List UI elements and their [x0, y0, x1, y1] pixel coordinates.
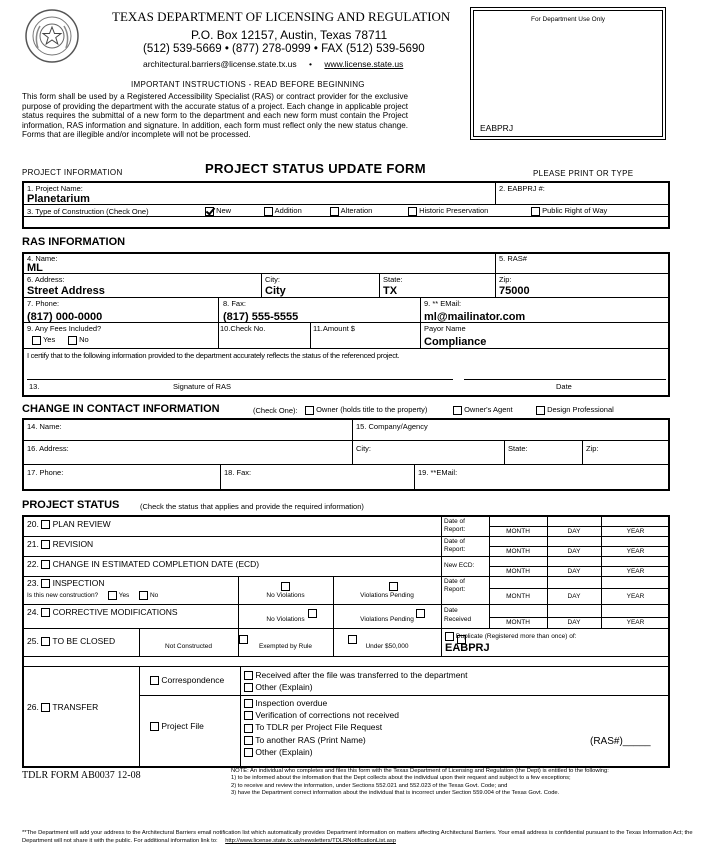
day-label: DAY [567, 548, 581, 555]
fees-no-label: No [79, 335, 89, 344]
new-construction-question: Is this new construction? [27, 592, 99, 600]
revision-checkbox[interactable] [41, 540, 50, 549]
privacy-note-item: 2) to receive and review the information, under Sections 552.021 and 552.023 of the Texas Govt. Code; and [231, 782, 508, 789]
correspondence-label: Correspondence [161, 675, 225, 685]
construction-addition-checkbox[interactable] [264, 207, 273, 216]
form-title: PROJECT STATUS UPDATE FORM [205, 161, 426, 176]
section-project-information: PROJECT INFORMATION [22, 168, 123, 177]
plan-review-number: 20. [27, 519, 39, 529]
department-use-box [470, 7, 666, 140]
revision-row[interactable] [27, 540, 93, 549]
ras-name-label: 4. Name: [27, 254, 58, 263]
correspondence-suboption-label: Other (Explain) [255, 682, 313, 692]
corrective-violations-pending-label: Violations Pending [360, 616, 414, 623]
email-notice-text: **The Department will add your address to the Architectural Barriers email notification list which automatically provides Department information on matters affecting Architectural Barriers. Your email address is confidential pursuant to the Texas Information Act; the Department will not share it with the public. For additional information link to: [22, 830, 693, 844]
duplicate-option[interactable] [445, 632, 577, 641]
ras-email-field[interactable]: ml@mailinator.com [424, 311, 526, 323]
year-label: YEAR [626, 528, 645, 535]
contact-city-label[interactable]: City: [356, 444, 371, 453]
year-label: YEAR [626, 619, 645, 626]
contact-design-professional-checkbox[interactable] [536, 406, 545, 415]
construction-new-checkbox[interactable] [205, 207, 214, 216]
duplicate-eabprj-value: EABPRJ [445, 642, 490, 654]
instructions-title: IMPORTANT INSTRUCTIONS - READ BEFORE BEGINNING [131, 80, 365, 89]
construction-addition-option[interactable] [264, 206, 302, 216]
agency-address: P.O. Box 12157, Austin, Texas 78711 [191, 28, 388, 42]
section-ras-information: RAS INFORMATION [22, 236, 126, 248]
corrective-modifications-checkbox[interactable] [41, 608, 50, 617]
correspondence-suboption-label: Received after the file was transferred to the department [255, 670, 468, 680]
email-notice [22, 829, 702, 845]
project-file-suboption[interactable] [244, 746, 399, 758]
project-file-option[interactable] [150, 722, 204, 731]
ras-zip-label: Zip: [499, 275, 512, 284]
ras-email-label: 9. ** EMail: [424, 299, 462, 308]
ras-address-label: 6. Address: [27, 275, 65, 284]
fees-included-label: 9. Any Fees Included? [27, 324, 102, 333]
section-change-in-contact: CHANGE IN CONTACT INFORMATION [22, 403, 220, 415]
corrective-modifications-label: CORRECTIVE MODIFICATIONS [52, 607, 178, 617]
ras-state-field[interactable]: TX [383, 285, 398, 297]
month-label: MONTH [506, 568, 530, 575]
agency-phones: (512) 539-5669 • (877) 278-0999 • FAX (512) 539-5690 [143, 43, 425, 55]
ras-name-field[interactable]: ML [27, 262, 43, 274]
notification-list-link[interactable]: http://www.license.state.tx.us/newsletters/TDLRNotificationList.asp [225, 838, 396, 844]
signature-line[interactable] [27, 379, 453, 380]
ecd-change-checkbox[interactable] [41, 560, 50, 569]
construction-alteration-checkbox[interactable] [330, 207, 339, 216]
contact-design-professional-label: Design Professional [547, 405, 614, 414]
privacy-note-item: 1) to be informed about the information that the Dept collects about the individual upon their request and subject to a few exceptions; [231, 775, 571, 782]
ras-city-label: City: [265, 275, 280, 284]
new-construction-question-row [27, 591, 158, 600]
construction-alteration-option[interactable] [330, 206, 372, 216]
date-line[interactable] [464, 379, 666, 380]
to-be-closed-label: TO BE CLOSED [52, 636, 116, 646]
new-construction-yes-label: Yes [118, 592, 130, 600]
plan-review-date-label: Date of Report: [444, 518, 466, 533]
to-be-closed-checkbox[interactable] [41, 637, 50, 646]
contact-owner-option[interactable] [305, 405, 427, 415]
inspection-violations-pending-checkbox[interactable] [389, 582, 398, 591]
month-label: MONTH [506, 548, 530, 555]
construction-historic-option[interactable] [408, 206, 488, 216]
project-file-checkbox[interactable] [150, 722, 159, 731]
date-label: Date [556, 382, 572, 391]
construction-new-label: New [216, 206, 232, 215]
duplicate-checkbox[interactable] [445, 632, 454, 641]
construction-new-option[interactable] [205, 206, 231, 216]
payor-name-label: Payor Name [424, 324, 466, 333]
construction-public-row-option[interactable] [531, 206, 607, 216]
inspection-number: 23. [27, 578, 39, 588]
not-constructed-label: Not Constructed [165, 643, 212, 650]
contact-owner-checkbox[interactable] [305, 406, 314, 415]
plan-review-row[interactable] [27, 520, 111, 529]
transfer-ras-number-field[interactable]: (RAS#)_____ [590, 736, 651, 747]
transfer-checkbox[interactable] [41, 703, 50, 712]
project-file-suboption-label: Verification of corrections not received [255, 710, 400, 721]
state-seal-icon [24, 8, 80, 64]
contact-zip-label[interactable]: Zip: [586, 444, 599, 453]
inspection-checkbox[interactable] [41, 579, 50, 588]
ecd-change-label: CHANGE IN ESTIMATED COMPLETION DATE (ECD) [52, 559, 260, 569]
project-file-label: Project File [161, 721, 204, 731]
project-name-field[interactable]: Planetarium [27, 193, 90, 205]
inspection-row[interactable] [27, 579, 105, 588]
agency-website-link[interactable]: www.license.state.us [324, 59, 404, 69]
privacy-note-intro: NOTE: An individual who completes and files this form with the Texas Department of Licensing and Regulation (the Dept) is entitled to the following: [231, 768, 609, 774]
agency-email: architectural.barriers@license.state.tx.us [143, 59, 297, 69]
contact-email-label[interactable]: 19. **EMail: [418, 468, 458, 477]
new-ecd-label: New ECD: [444, 562, 475, 569]
inspection-violations-pending-label: Violations Pending [360, 592, 414, 599]
section-project-status: PROJECT STATUS [22, 499, 120, 511]
contact-design-professional-option[interactable] [536, 405, 614, 415]
please-print-note: PLEASE PRINT OR TYPE [533, 169, 634, 178]
project-file-suboption[interactable] [244, 697, 399, 709]
construction-public-row-label: Public Right of Way [542, 206, 608, 215]
contact-information-box [22, 418, 670, 491]
correspondence-option[interactable] [150, 676, 224, 685]
contact-check-one-label: (Check One): [253, 406, 298, 415]
project-file-suboption-label: Inspection overdue [255, 698, 328, 708]
contact-owner-label: Owner (holds title to the property) [316, 405, 428, 414]
inspection-no-violations-label: No Violations [266, 592, 305, 599]
day-label: DAY [567, 528, 581, 535]
contact-owners-agent-checkbox[interactable] [453, 406, 462, 415]
corrective-no-violations-label: No Violations [266, 616, 305, 623]
corrective-date-received-label: Date Received [444, 607, 472, 623]
contact-address-label[interactable]: 16. Address: [27, 444, 69, 453]
project-file-suboption[interactable] [244, 721, 399, 733]
ras-phone-field[interactable]: (817) 000-0000 [27, 311, 103, 323]
contact-owners-agent-label: Owner's Agent [464, 405, 513, 414]
ras-state-label: State: [383, 275, 403, 284]
corrective-modifications-number: 24. [27, 607, 39, 617]
duplicate-label: Duplicate (Registered more than once) of: [455, 633, 577, 641]
agency-name: TEXAS DEPARTMENT OF LICENSING AND REGULATION [112, 9, 451, 24]
correspondence-suboptions [244, 669, 468, 693]
ras-zip-field[interactable]: 75000 [499, 285, 530, 297]
fees-yes-checkbox[interactable] [32, 336, 41, 345]
year-label: YEAR [626, 568, 645, 575]
ras-city-field[interactable]: City [265, 285, 286, 297]
exempted-by-rule-label: Exempted by Rule [258, 643, 313, 650]
project-file-suboptions [244, 697, 399, 758]
under-50000-label: Under $50,000 [365, 643, 409, 650]
correspondence-suboption[interactable] [244, 669, 468, 681]
project-file-suboption-label: To TDLR per Project File Request [255, 722, 383, 733]
agency-contact-line [143, 59, 403, 69]
plan-review-checkbox[interactable] [41, 520, 50, 529]
ras-address-field[interactable]: Street Address [27, 285, 105, 297]
revision-number: 21. [27, 539, 39, 549]
revision-date-label: Date of Report: [444, 538, 466, 553]
month-label: MONTH [506, 619, 530, 626]
privacy-note-item: 3) have the Department correct information about the individual that is incorrect under Section 559.004 of the Texas Govt. Code. [231, 789, 560, 796]
contact-company-label[interactable]: 15. Company/Agency [356, 422, 428, 431]
payor-name-field[interactable]: Compliance [424, 336, 487, 348]
correspondence-checkbox[interactable] [150, 676, 159, 685]
form-id: TDLR FORM AB0037 12-08 [22, 770, 141, 781]
contact-state-label[interactable]: State: [508, 444, 528, 453]
fees-yes-label: Yes [42, 335, 56, 344]
new-construction-no-label: No [149, 592, 159, 600]
project-file-suboption[interactable] [244, 734, 399, 746]
bullet-separator: • [309, 59, 313, 69]
ecd-change-row[interactable] [27, 560, 259, 569]
signature-label: Signature of RAS [173, 382, 231, 391]
to-be-closed-number: 25. [27, 636, 39, 646]
year-label: YEAR [626, 548, 645, 555]
project-file-suboption[interactable] [244, 709, 399, 721]
construction-public-row-checkbox[interactable] [531, 207, 540, 216]
fees-no-option[interactable] [68, 335, 89, 345]
inspection-label: INSPECTION [52, 578, 105, 588]
month-label: MONTH [506, 593, 530, 600]
instructions-body: This form shall be used by a Registered Accessibility Specialist (RAS) or contract provider for the exclusive purpose of providing the department with the accurate status of a project. Each change in applicable project status requires the submittal of a new form to the department and each new form must contain the Project information, RAS information and signature. In addition, each form must reflect only the new status change. Forms that are illegible and/or incomplete will not be processed. [22, 92, 408, 140]
ras-fax-label: 8. Fax: [223, 299, 246, 308]
new-construction-no-checkbox[interactable] [139, 591, 148, 600]
month-label: MONTH [506, 528, 530, 535]
privacy-note [231, 768, 641, 797]
project-information-box [22, 181, 670, 229]
revision-label: REVISION [52, 539, 94, 549]
construction-addition-label: Addition [274, 206, 302, 215]
correspondence-suboption[interactable] [244, 681, 468, 693]
project-name-label: 1. Project Name: [27, 184, 83, 193]
ras-number-label: 5. RAS# [499, 254, 527, 263]
ras-fax-field[interactable]: (817) 555-5555 [223, 311, 299, 323]
project-file-suboption-label: To another RAS (Print Name) [255, 734, 366, 745]
fees-no-checkbox[interactable] [68, 336, 77, 345]
contact-fax-label[interactable]: 18. Fax: [224, 468, 252, 477]
construction-type-label: 3. Type of Construction (Check One) [27, 207, 149, 216]
contact-owners-agent-option[interactable] [453, 405, 513, 415]
to-be-closed-row[interactable] [27, 637, 115, 646]
day-label: DAY [567, 593, 581, 600]
eabprj-number-label: 2. EABPRJ #: [499, 184, 545, 193]
contact-phone-label[interactable]: 17. Phone: [27, 468, 64, 477]
construction-historic-label: Historic Preservation [419, 206, 489, 215]
transfer-number: 26. [27, 702, 39, 712]
transfer-label: TRANSFER [52, 702, 99, 712]
new-construction-yes-checkbox[interactable] [108, 591, 117, 600]
certification-statement: I certify that to the following information provided to the department accurately reflects the status of the referenced project. [27, 351, 400, 360]
signature-number: 13. [29, 382, 40, 391]
ras-phone-label: 7. Phone: [27, 299, 60, 308]
inspection-date-label: Date of Report: [444, 578, 466, 593]
plan-review-label: PLAN REVIEW [52, 519, 111, 529]
fees-yes-option[interactable] [32, 335, 55, 345]
amount-label: 11.Amount $ [313, 324, 355, 333]
ecd-change-number: 22. [27, 559, 39, 569]
contact-name-label[interactable]: 14. Name: [27, 422, 62, 431]
project-file-suboption-label: Other (Explain) [255, 746, 313, 757]
construction-historic-checkbox[interactable] [408, 207, 417, 216]
department-eabprj-label: EABPRJ [480, 123, 514, 133]
year-label: YEAR [626, 593, 645, 600]
project-status-hint: (Check the status that applies and provide the required information) [140, 502, 364, 511]
check-number-label: 10.Check No. [220, 324, 266, 333]
department-use-title: For Department Use Only [530, 16, 606, 23]
day-label: DAY [567, 619, 581, 626]
transfer-row[interactable] [27, 703, 98, 712]
inspection-no-violations-checkbox[interactable] [281, 582, 290, 591]
construction-alteration-label: Alteration [340, 206, 373, 215]
corrective-modifications-row[interactable] [27, 608, 178, 617]
day-label: DAY [567, 568, 581, 575]
